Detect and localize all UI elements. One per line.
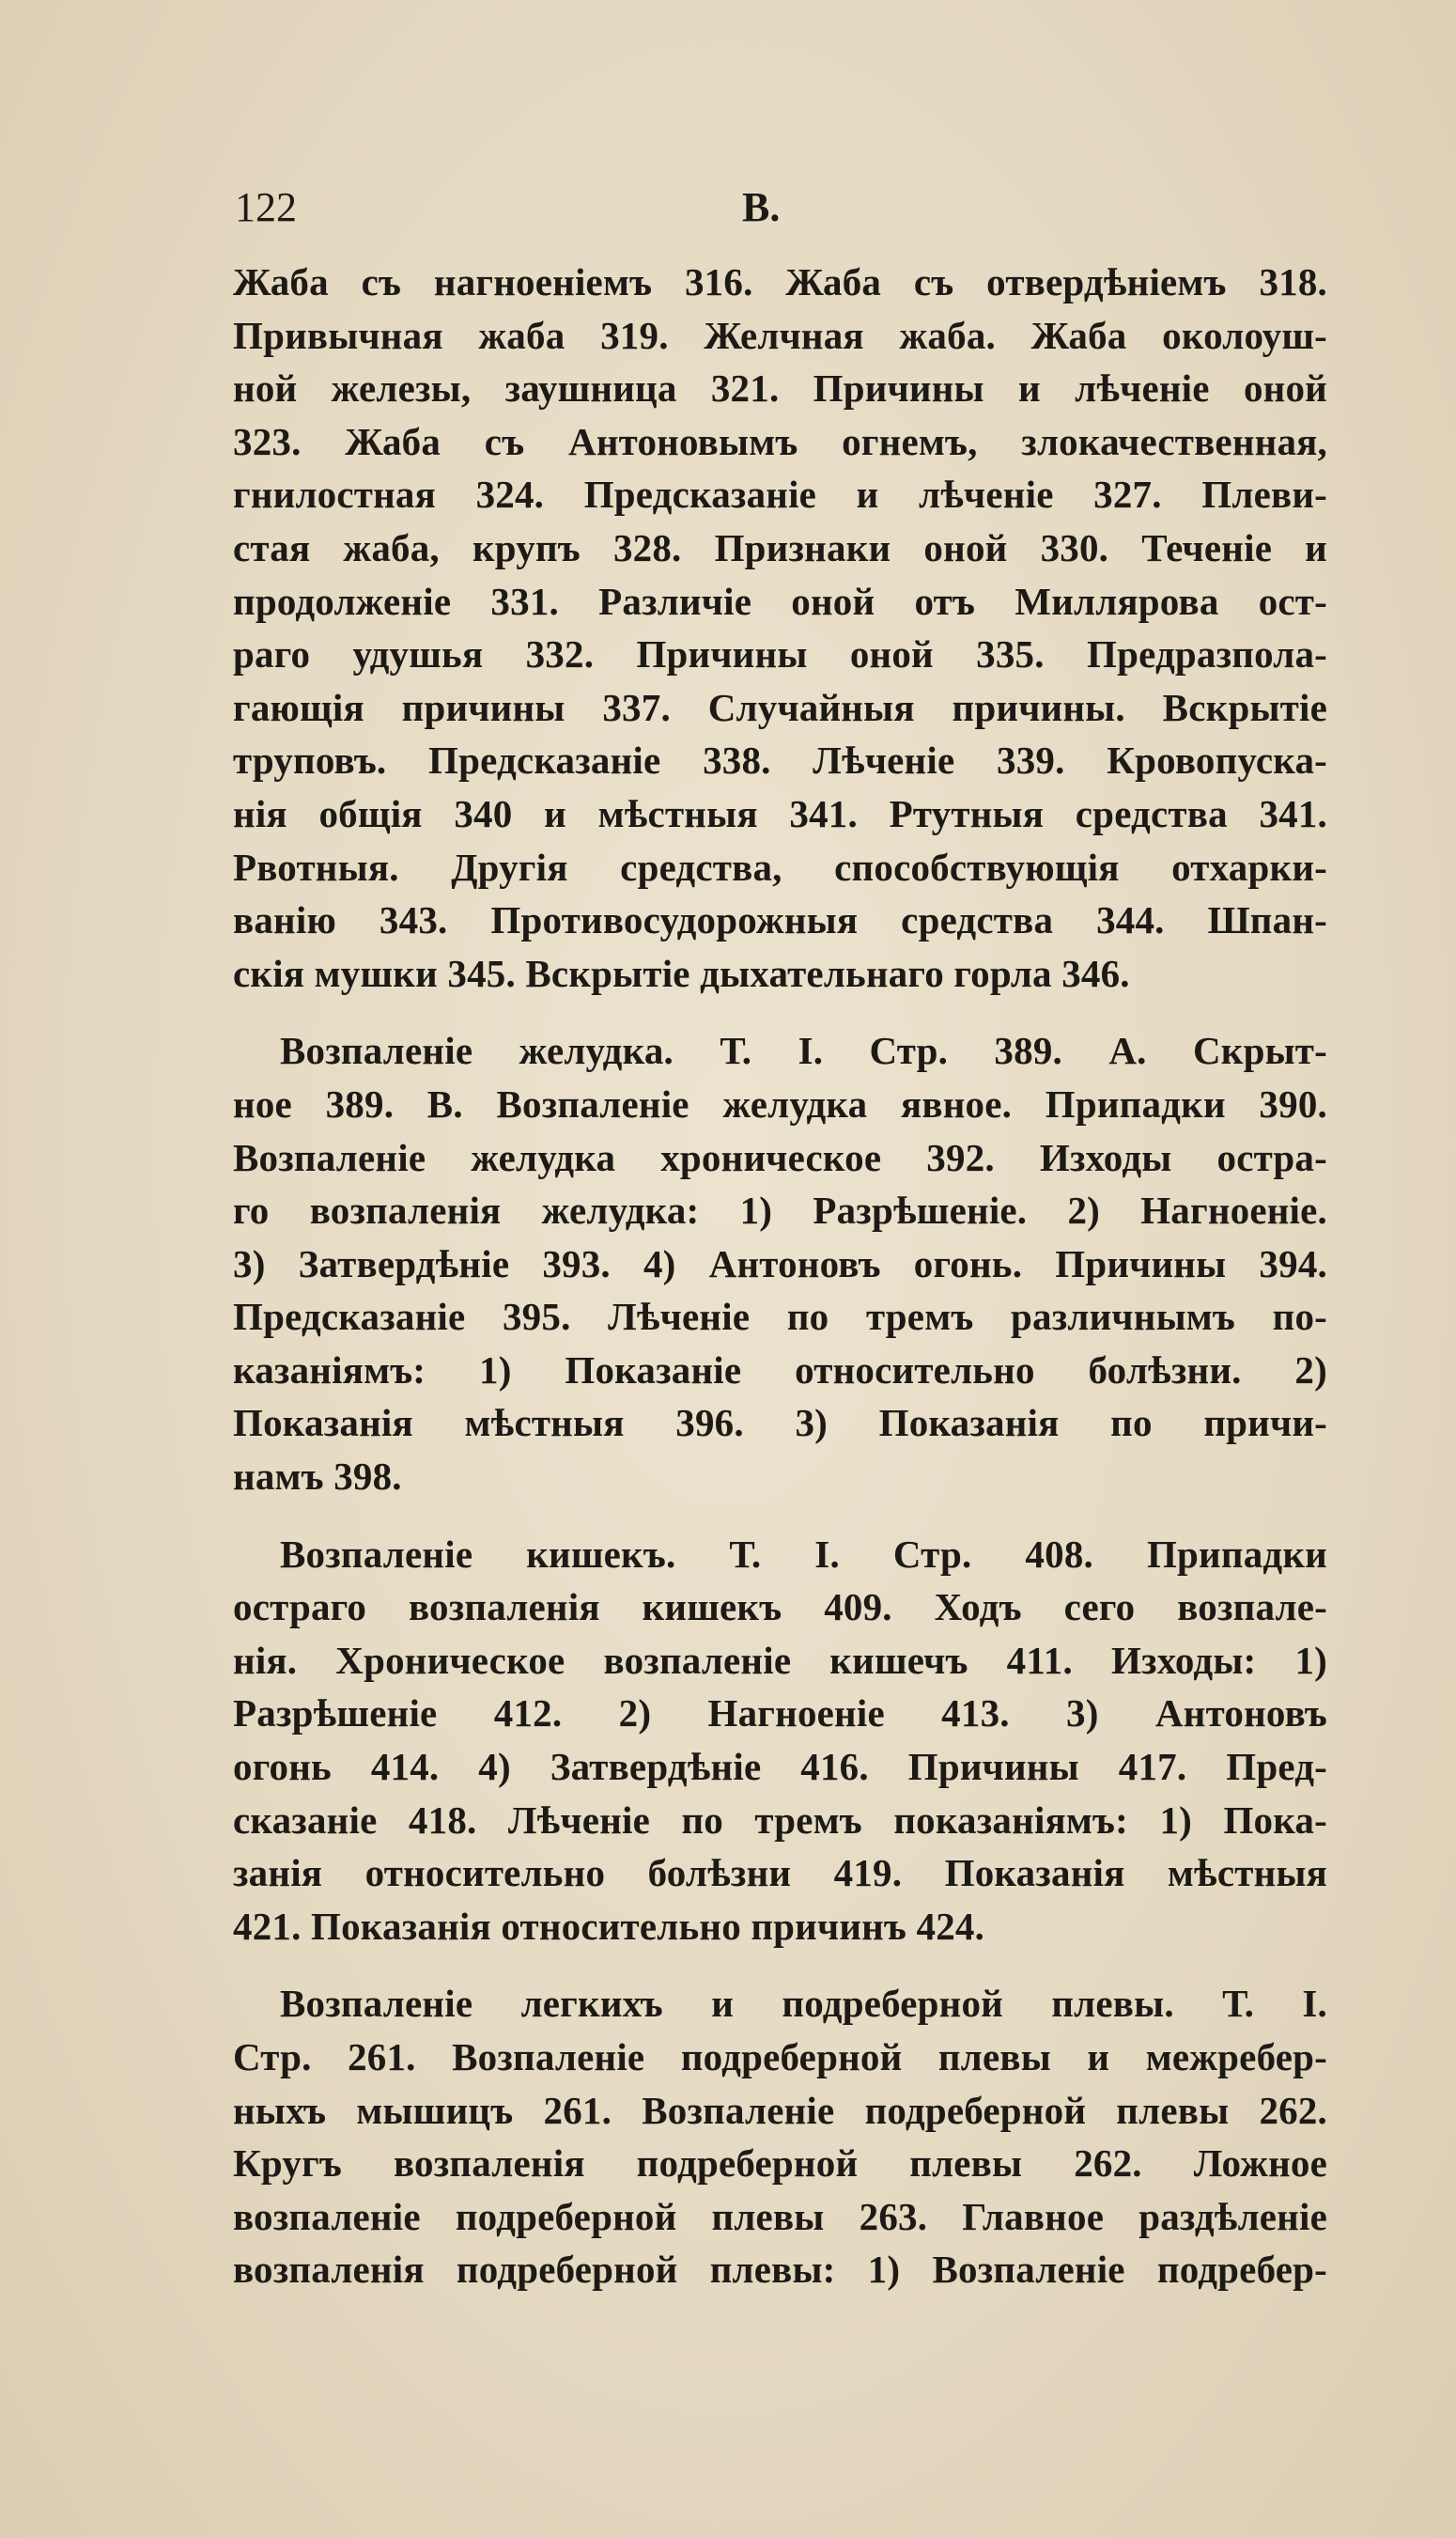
text-line: раго удушья 332. Причины оной 335. Предразпола-: [233, 632, 1327, 677]
text-line: Возпаленiе желудка хроническое 392. Изходы остра-: [233, 1135, 1327, 1179]
text-line: скiя мушки 345. Вскрытiе дыхательнаго горла 346.: [233, 951, 1130, 995]
text-line: 3) Затвердѣнiе 393. 4) Антоновъ огонь. Причины 394.: [233, 1241, 1327, 1285]
text-line: 323. Жаба съ Антоновымъ огнемъ, злокачественная,: [233, 419, 1327, 463]
text-line: нiя общiя 340 и мѣстныя 341. Ртутныя средства 341.: [233, 791, 1327, 835]
text-line: продолженiе 331. Различiе оной отъ Миллярова ост-: [233, 579, 1327, 623]
text-line: огонь 414. 4) Затвердѣнiе 416. Причины 417. Пред-: [233, 1745, 1327, 1789]
page-header: [235, 183, 1324, 249]
text-line: возпаленiе подреберной плевы 263. Главное раздѣленiе: [233, 2194, 1327, 2238]
text-line: 421. Показанiя относительно причинъ 424.: [233, 1904, 985, 1948]
running-head: В.: [742, 184, 781, 230]
text-line: Стр. 261. Возпаленiе подреберной плевы и межребер-: [233, 2035, 1327, 2078]
text-line: ванiю 343. Противосудорожныя средства 344. Шпан-: [233, 898, 1327, 942]
text-line: намъ 398.: [233, 1455, 402, 1499]
text-line: возпаленiя подреберной плевы: 1) Возпаленiе подребер-: [233, 2248, 1327, 2292]
text-line: го возпаленiя желудка: 1) Разрѣшенiе. 2) Нагноенiе.: [233, 1189, 1327, 1233]
text-line: труповъ. Предсказанiе 338. Лѣченiе 339. Кровопуска-: [233, 739, 1327, 783]
text-line: Привычная жаба 319. Желчная жаба. Жаба околоуш-: [233, 313, 1327, 357]
page-number: 122: [235, 184, 297, 230]
text-line: остраго возпаленiя кишекъ 409. Ходъ сего возпале-: [233, 1585, 1327, 1629]
text-line: занiя относительно болѣзни 419. Показанiя мѣстныя: [233, 1851, 1327, 1895]
text-line: нiя. Хроническое возпаленiе кишечъ 411. Изходы: 1): [233, 1638, 1327, 1682]
text-line: Разрѣшенiе 412. 2) Нагноенiе 413. 3) Антоновъ: [233, 1691, 1327, 1735]
text-line: Жаба съ нагноенiемъ 316. Жаба съ отвердѣнiемъ 318.: [233, 260, 1327, 304]
text-line: Предсказанiе 395. Лѣченiе по тремъ различнымъ по-: [233, 1295, 1327, 1339]
entry-lung-pleura-inflammation: [233, 1977, 1327, 2296]
entry-intestine-inflammation: [233, 1528, 1327, 1953]
index-text: [233, 256, 1327, 2321]
text-line: казанiямъ: 1) Показанiе относительно болѣзни. 2): [233, 1347, 1327, 1392]
text-line: Показанiя мѣстныя 396. 3) Показанiя по причи-: [233, 1401, 1327, 1445]
entry-angina: [233, 256, 1327, 1000]
text-line: гающiя причины 337. Случайныя причины. Вскрытiе: [233, 685, 1327, 729]
text-line: ныхъ мышицъ 261. Возпаленiе подреберной плевы 262.: [233, 2088, 1327, 2132]
text-line: ное 389. В. Возпаленiе желудка явное. Припадки 390.: [233, 1082, 1327, 1126]
text-line: Возпаленiе желудка. Т. I. Стр. 389. А. Скрыт-: [280, 1029, 1327, 1073]
text-line: Кругъ возпаленiя подреберной плевы 262. Ложное: [233, 2141, 1327, 2186]
text-line: ной железы, заушница 321. Причины и лѣченiе оной: [233, 366, 1327, 411]
text-line: сказанiе 418. Лѣченiе по тремъ показанiямъ: 1) Пока-: [233, 1798, 1327, 1842]
text-line: Рвотныя. Другiя средства, способствующiя отхарки-: [233, 845, 1327, 889]
text-line: Возпаленiе кишекъ. Т. I. Стр. 408. Припадки: [280, 1532, 1327, 1576]
text-line: гнилостная 324. Предсказанiе и лѣченiе 327. Плеви-: [233, 473, 1327, 517]
entry-stomach-inflammation: [233, 1024, 1327, 1502]
text-line: Возпаленiе легкихъ и подреберной плевы. Т. I.: [280, 1982, 1327, 2026]
text-line: стая жаба, крупъ 328. Признаки оной 330. Теченiе и: [233, 525, 1327, 569]
